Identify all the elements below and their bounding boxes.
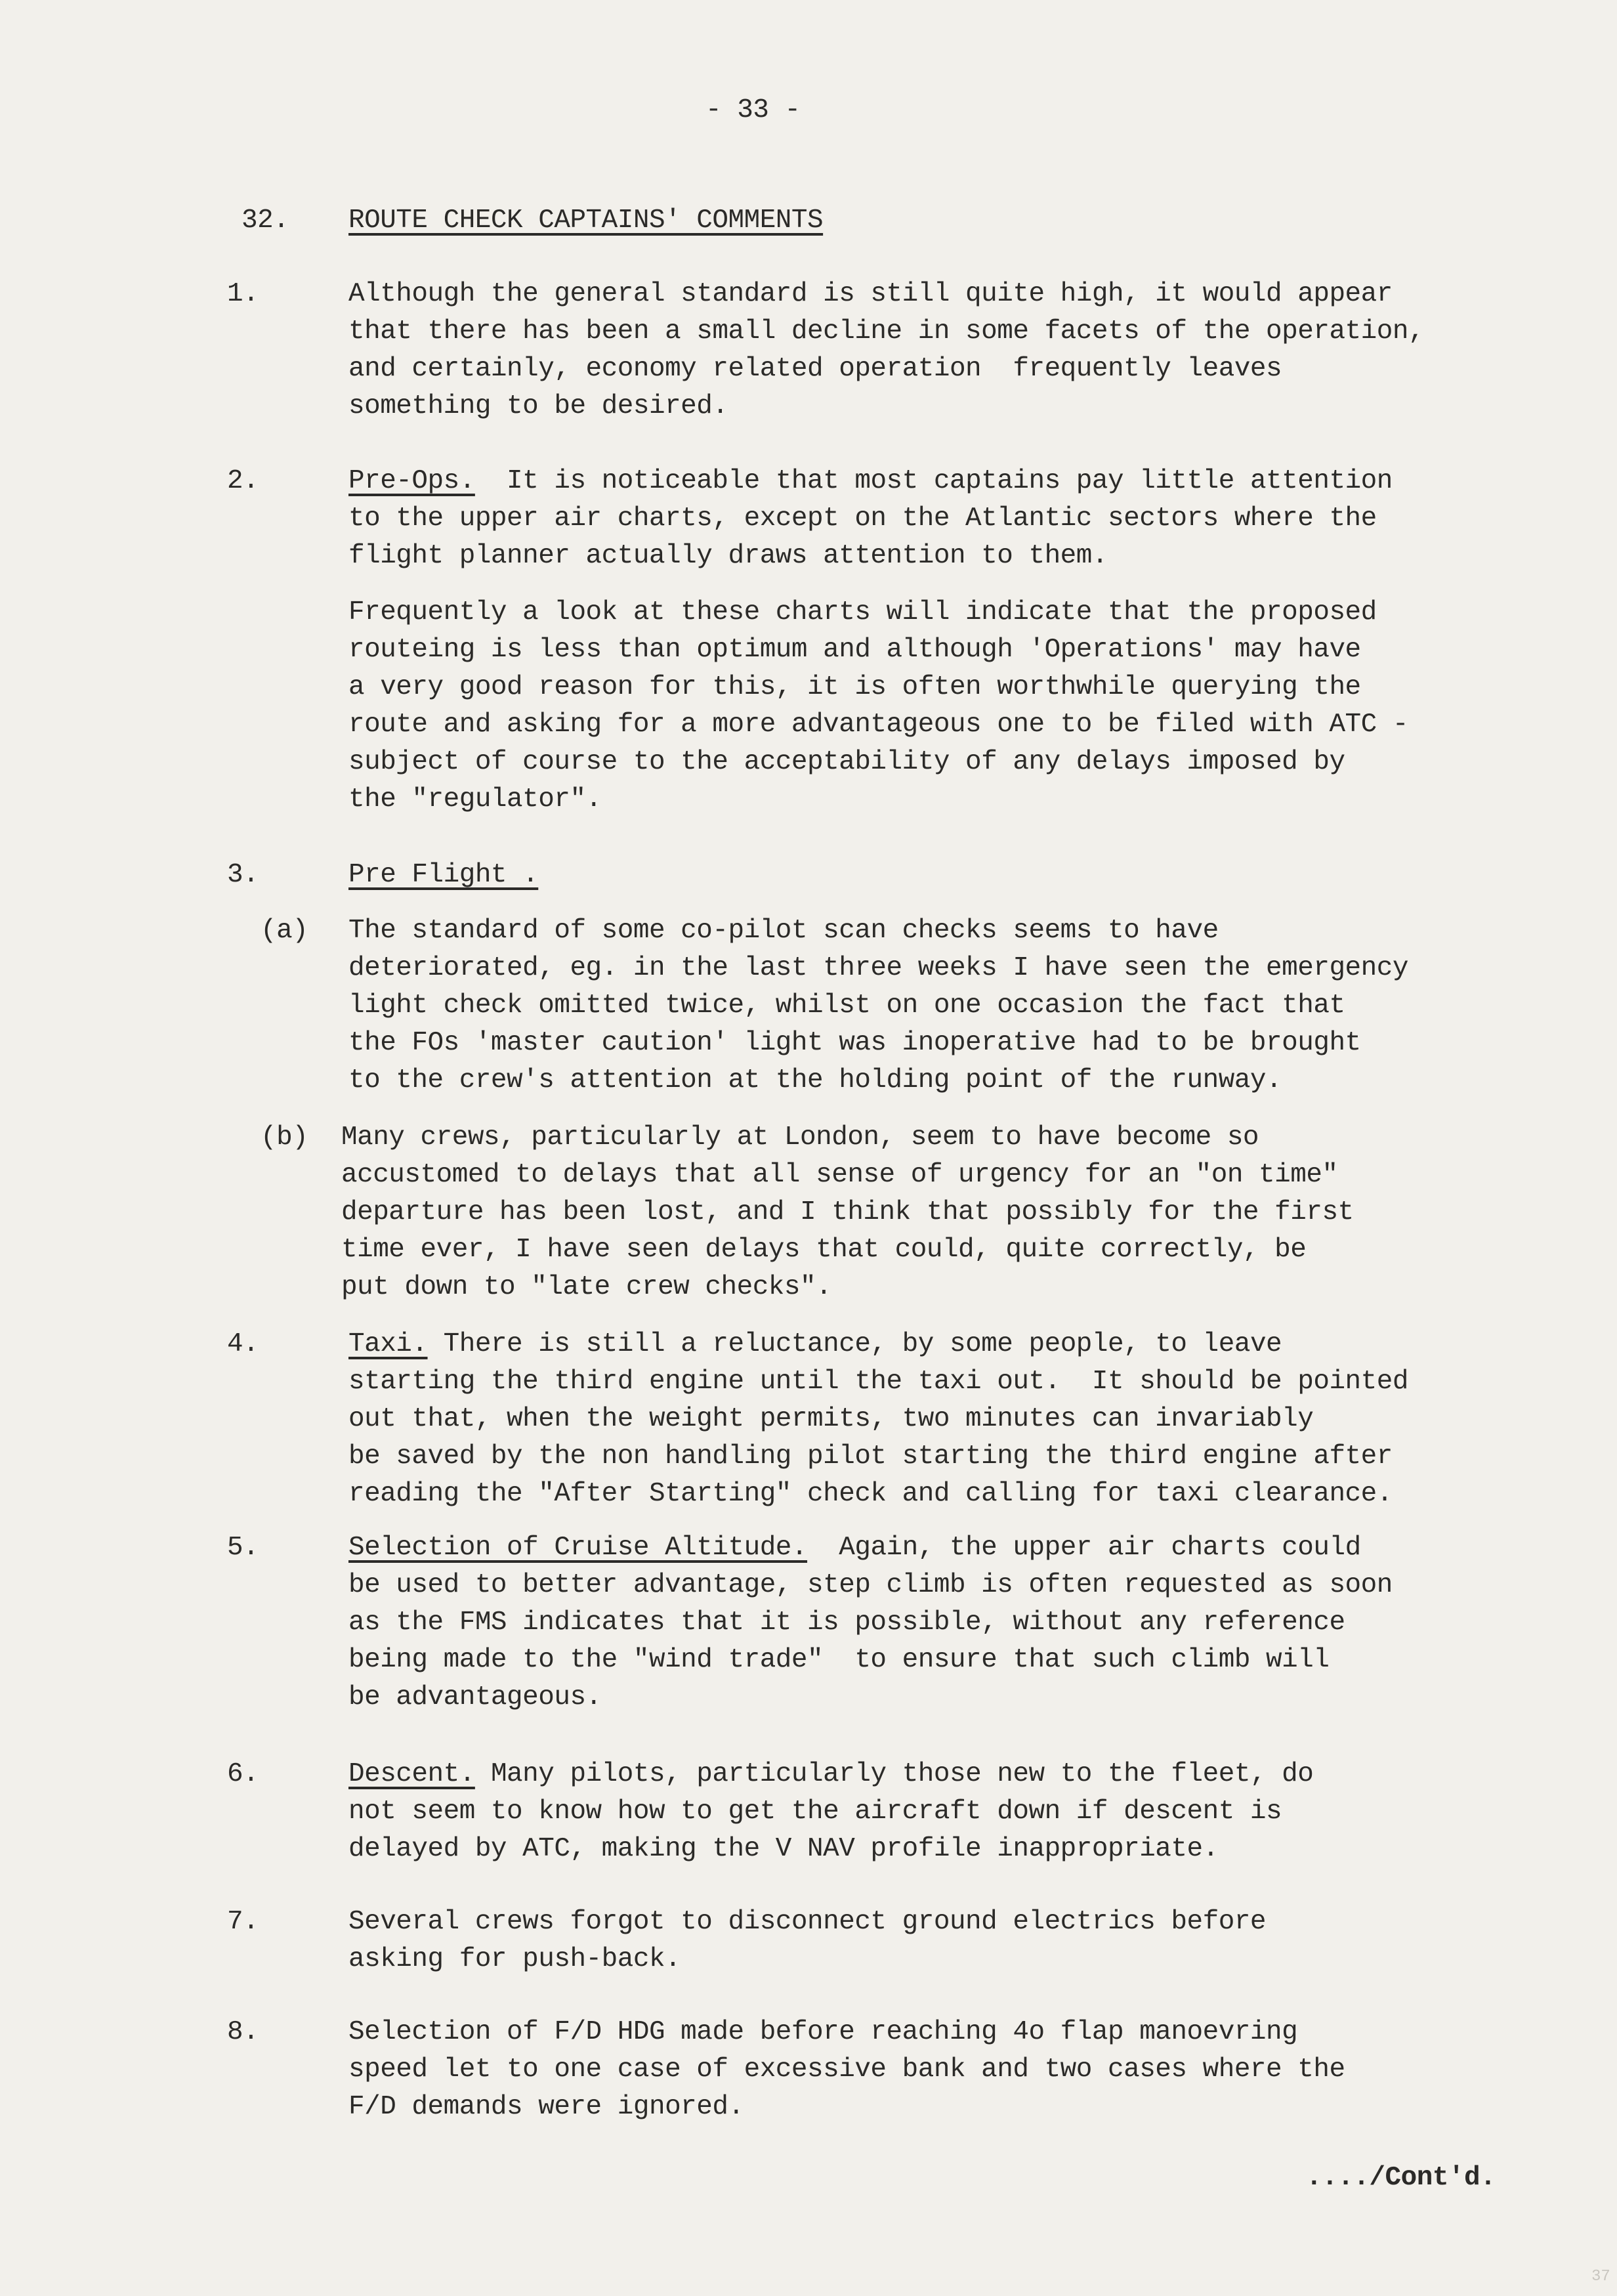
line-text: flight planner actually draws attention to them. — [348, 541, 1108, 571]
text-line — [348, 1529, 1393, 1567]
text-line — [348, 987, 1408, 1025]
text-line — [348, 950, 1408, 987]
line-text: routeing is less than optimum and although 'Operations' may have — [348, 635, 1361, 665]
text-line — [348, 2089, 1345, 2126]
text-line — [348, 2014, 1345, 2051]
section-number: 32. — [242, 205, 289, 236]
text-line — [348, 538, 1393, 575]
text-line — [348, 857, 538, 894]
item-paragraph — [341, 1119, 1354, 1306]
text-line — [348, 1401, 1408, 1438]
item-paragraph — [348, 276, 1424, 425]
line-text: The standard of some co-pilot scan checks seems to have — [348, 916, 1219, 946]
line-text: be used to better advantage, step climb is often requested as soon — [348, 1570, 1393, 1600]
line-text: being made to the "wind trade" to ensure that such climb will — [348, 1645, 1330, 1675]
line-text: out that, when the weight permits, two minutes can invariably — [348, 1404, 1314, 1434]
line-text: put down to "late crew checks". — [341, 1272, 832, 1302]
text-line — [348, 1642, 1393, 1679]
text-line — [348, 1756, 1313, 1793]
line-text: that there has been a small decline in some facets of the operation, — [348, 316, 1425, 347]
item-heading: Taxi. — [348, 1329, 428, 1359]
item-number: 1. — [227, 279, 259, 309]
line-text: and certainly, economy related operation frequently leaves — [348, 354, 1282, 384]
item-heading: Pre Flight . — [348, 860, 539, 890]
text-line — [348, 1793, 1313, 1831]
item-paragraph — [348, 1756, 1313, 1868]
line-text: subject of course to the acceptability of any delays imposed by — [348, 747, 1345, 777]
line-text: be advantageous. — [348, 1682, 602, 1712]
item-paragraph — [348, 463, 1393, 575]
text-line — [348, 1941, 1266, 1978]
line-text: the FOs 'master caution' light was inoperative had to be brought — [348, 1028, 1361, 1058]
text-line — [348, 1062, 1408, 1099]
line-text: reading the "After Starting" check and calling for taxi clearance. — [348, 1479, 1393, 1509]
page-number: - 33 - — [705, 95, 801, 125]
item-paragraph — [348, 1529, 1393, 1716]
line-text: speed let to one case of excessive bank and two cases where the — [348, 2054, 1345, 2085]
line-text: Although the general standard is still quite high, it would appear — [348, 279, 1393, 309]
item-paragraph — [348, 912, 1408, 1099]
corner-mark: 37 — [1591, 2268, 1610, 2285]
item-heading: Selection of Cruise Altitude. — [348, 1533, 808, 1563]
text-line — [348, 1903, 1266, 1941]
line-text: a very good reason for this, it is often worthwhile querying the — [348, 672, 1361, 702]
text-line — [348, 594, 1408, 631]
line-text: It is noticeable that most captains pay little attention — [474, 466, 1393, 496]
text-line — [348, 1476, 1408, 1513]
text-line — [348, 1604, 1393, 1642]
item-number: 3. — [227, 860, 259, 890]
text-line — [348, 1679, 1393, 1716]
line-text: There is still a reluctance, by some people, to leave — [427, 1329, 1282, 1359]
text-line — [348, 2051, 1345, 2089]
text-line — [348, 1326, 1408, 1363]
text-line — [348, 1363, 1408, 1401]
item-number: 8. — [227, 2017, 259, 2047]
line-text: Again, the upper air charts could — [807, 1533, 1361, 1563]
text-line — [341, 1194, 1354, 1231]
item-paragraph — [348, 2014, 1345, 2126]
line-text: the "regulator". — [348, 784, 602, 815]
line-text: F/D demands were ignored. — [348, 2092, 744, 2122]
text-line — [341, 1269, 1354, 1306]
item-paragraph — [348, 594, 1408, 818]
line-text: accustomed to delays that all sense of urgency for an "on time" — [341, 1160, 1338, 1190]
text-line — [348, 1567, 1393, 1604]
text-line — [348, 912, 1408, 950]
item-paragraph — [348, 1903, 1266, 1978]
item-heading: Descent. — [348, 1759, 475, 1789]
item-paragraph — [348, 857, 538, 894]
item-number: (a) — [261, 916, 308, 946]
line-text: asking for push-back. — [348, 1944, 681, 1974]
line-text: to the crew's attention at the holding point of the runway. — [348, 1065, 1282, 1095]
text-line — [348, 781, 1408, 818]
text-line — [348, 744, 1408, 781]
line-text: Many crews, particularly at London, seem to have become so — [341, 1122, 1259, 1153]
line-text: Frequently a look at these charts will indicate that the proposed — [348, 597, 1377, 627]
text-line — [348, 1831, 1313, 1868]
text-line — [341, 1231, 1354, 1269]
line-text: Several crews forgot to disconnect ground electrics before — [348, 1907, 1267, 1937]
item-number: 6. — [227, 1759, 259, 1789]
text-line — [348, 463, 1393, 500]
line-text: time ever, I have seen delays that could, quite correctly, be — [341, 1235, 1307, 1265]
item-number: 5. — [227, 1533, 259, 1563]
text-line — [348, 276, 1424, 313]
text-line — [348, 500, 1393, 538]
line-text: delayed by ATC, making the V NAV profile inappropriate. — [348, 1834, 1219, 1864]
line-text: departure has been lost, and I think that possibly for the first — [341, 1197, 1354, 1227]
line-text: be saved by the non handling pilot starting the third engine after — [348, 1441, 1393, 1472]
text-line — [348, 669, 1408, 706]
text-line — [348, 313, 1424, 351]
line-text: not seem to know how to get the aircraft down if descent is — [348, 1796, 1282, 1827]
item-heading: Pre-Ops. — [348, 466, 475, 496]
line-text: Selection of F/D HDG made before reaching 4o flap manoevring — [348, 2017, 1298, 2047]
item-number: 2. — [227, 466, 259, 496]
text-line — [341, 1119, 1354, 1157]
text-line — [348, 706, 1408, 744]
text-line — [348, 351, 1424, 388]
line-text: to the upper air charts, except on the Atlantic sectors where the — [348, 503, 1377, 534]
item-number: (b) — [261, 1122, 308, 1153]
text-line — [348, 1025, 1408, 1062]
continued-note: ..../Cont'd. — [1306, 2163, 1496, 2193]
section-title: ROUTE CHECK CAPTAINS' COMMENTS — [348, 205, 824, 236]
line-text: starting the third engine until the taxi out. It should be pointed — [348, 1367, 1408, 1397]
text-line — [348, 631, 1408, 669]
item-number: 7. — [227, 1907, 259, 1937]
line-text: Many pilots, particularly those new to the fleet, do — [474, 1759, 1314, 1789]
line-text: something to be desired. — [348, 391, 728, 421]
item-number: 4. — [227, 1329, 259, 1359]
line-text: light check omitted twice, whilst on one occasion the fact that — [348, 990, 1345, 1021]
line-text: as the FMS indicates that it is possible, without any reference — [348, 1607, 1345, 1638]
text-line — [348, 1438, 1408, 1476]
line-text: route and asking for a more advantageous one to be filed with ATC - — [348, 710, 1408, 740]
text-line — [341, 1157, 1354, 1194]
text-line — [348, 388, 1424, 425]
item-paragraph — [348, 1326, 1408, 1513]
line-text: deteriorated, eg. in the last three weeks I have seen the emergency — [348, 953, 1408, 983]
